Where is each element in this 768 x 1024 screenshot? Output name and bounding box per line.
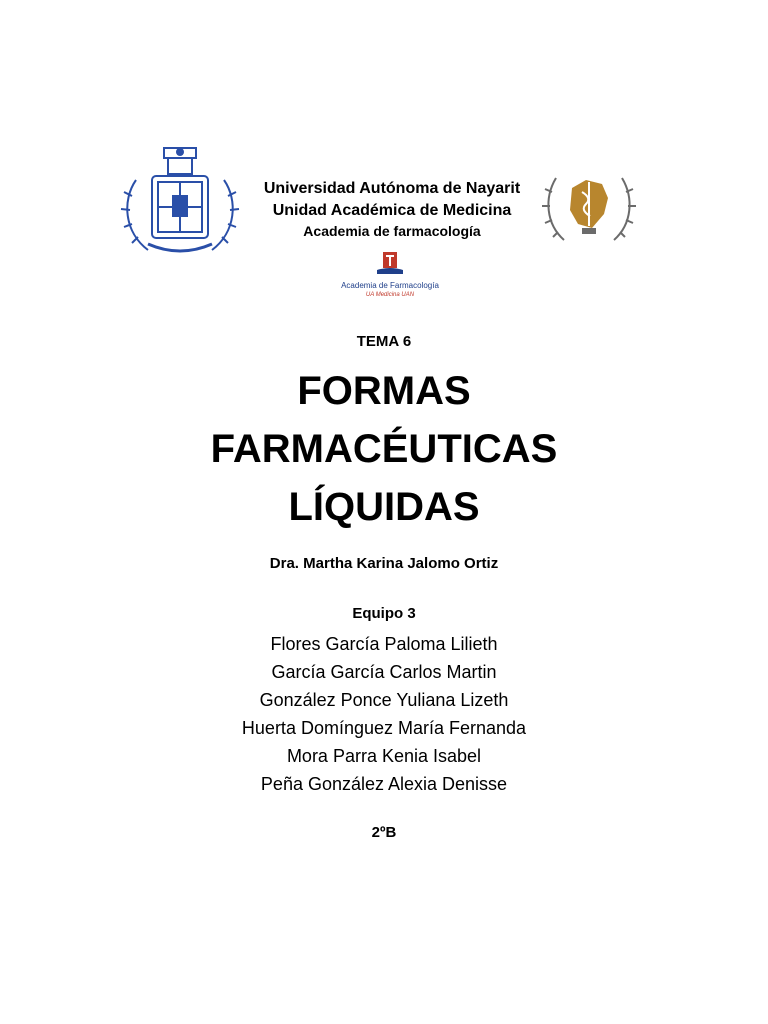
list-item: Flores García Paloma Lilieth xyxy=(270,634,498,654)
unit-name: Unidad Académica de Medicina xyxy=(272,202,512,219)
member-list xyxy=(0,630,768,798)
group-label: 2ºB xyxy=(371,824,397,841)
title-line: FORMAS xyxy=(297,369,471,413)
list-item: González Ponce Yuliana Lizeth xyxy=(259,690,509,710)
academy-logo xyxy=(340,252,440,302)
list-item: Peña González Alexia Denisse xyxy=(260,774,508,794)
list-item: Mora Parra Kenia Isabel xyxy=(286,746,482,766)
instructor-name: Dra. Martha Karina Jalomo Ortiz xyxy=(269,555,499,572)
topic-number: TEMA 6 xyxy=(356,333,412,350)
academy-logo-name: Academia de Farmacología xyxy=(341,281,439,290)
header xyxy=(118,140,638,260)
institution-block xyxy=(246,178,538,240)
list-item: Huerta Domínguez María Fernanda xyxy=(241,718,527,738)
title-line: FARMACÉUTICAS xyxy=(210,427,558,471)
academy-logo-tagline: UA Medicina UAN xyxy=(365,292,415,298)
university-name: Universidad Autónoma de Nayarit xyxy=(263,180,521,197)
document-title xyxy=(0,362,768,536)
academy-name: Academia de farmacología xyxy=(303,223,481,239)
uan-seal-icon xyxy=(118,140,242,264)
list-item: García García Carlos Martin xyxy=(271,662,497,682)
academy-logo-icon xyxy=(377,252,403,274)
team-label: Equipo 3 xyxy=(352,605,416,622)
title-line: LÍQUIDAS xyxy=(288,485,480,529)
medicine-unit-seal-icon xyxy=(542,158,636,252)
